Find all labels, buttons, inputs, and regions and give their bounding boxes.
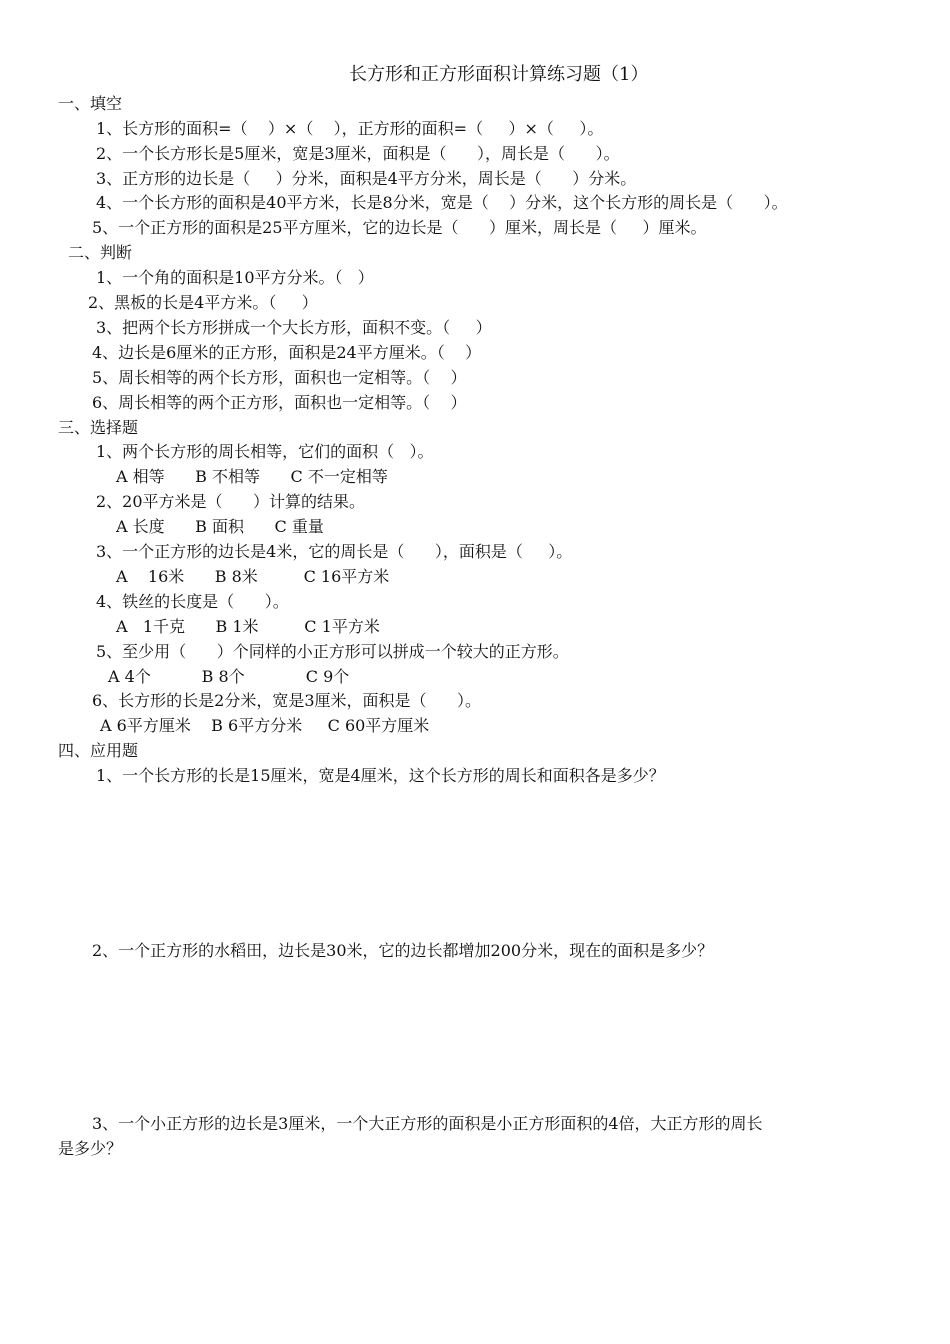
question-3-2-options: A 长度 B 面积 C 重量 — [116, 517, 324, 536]
question-3-5-options: A 4个 B 8个 C 9个 — [108, 667, 350, 686]
question-2-1: 1、一个角的面积是10平方分米。（ ） — [96, 268, 374, 287]
question-3-1-options: A 相等 B 不相等 C 不一定相等 — [116, 467, 388, 486]
question-4-1: 1、一个长方形的长是15厘米，宽是4厘米，这个长方形的周长和面积各是多少？ — [96, 766, 665, 785]
question-2-3: 3、把两个长方形拼成一个大长方形，面积不变。（ ） — [96, 318, 492, 337]
question-1-5: 5、一个正方形的面积是25平方厘米，它的边长是（ ）厘米，周长是（ ）厘米。 — [92, 218, 707, 237]
question-1-2: 2、一个长方形长是5厘米，宽是3厘米，面积是（ ），周长是（ ）。 — [96, 144, 620, 163]
question-3-3: 3、一个正方形的边长是4米，它的周长是（ ），面积是（ ）。 — [96, 542, 573, 561]
page-title: 长方形和正方形面积计算练习题（1） — [349, 64, 649, 85]
question-3-1: 1、两个长方形的周长相等，它们的面积（ ）。 — [96, 442, 434, 461]
question-4-3-line2: 是多少？ — [58, 1139, 123, 1158]
question-3-4: 4、铁丝的长度是（ ）。 — [96, 592, 289, 611]
question-1-1: 1、长方形的面积=（ ）×（ ），正方形的面积=（ ）×（ ）。 — [96, 119, 604, 138]
question-3-6: 6、长方形的长是2分米，宽是3厘米，面积是（ ）。 — [92, 691, 482, 710]
question-3-3-options: A 16米 B 8米 C 16平方米 — [116, 567, 390, 586]
question-2-6: 6、周长相等的两个正方形，面积也一定相等。（ ） — [92, 393, 467, 412]
section-heading-word-problems: 四、应用题 — [58, 741, 139, 760]
question-3-6-options: A 6平方厘米 B 6平方分米 C 60平方厘米 — [100, 716, 430, 735]
question-1-4: 4、一个长方形的面积是40平方米，长是8分米，宽是（ ）分米，这个长方形的周长是（ ）。 — [96, 193, 788, 212]
question-4-3-line1: 3、一个小正方形的边长是3厘米，一个大正方形的面积是小正方形面积的4倍，大正方形的周长 — [92, 1114, 763, 1133]
section-heading-fill-in: 一、填空 — [58, 94, 123, 113]
question-1-3: 3、正方形的边长是（ ）分米，面积是4平方分米，周长是（ ）分米。 — [96, 169, 637, 188]
section-heading-true-false: 二、判断 — [68, 243, 133, 262]
question-3-5: 5、至少用（ ）个同样的小正方形可以拼成一个较大的正方形。 — [96, 642, 569, 661]
question-2-2: 2、黑板的长是4平方米。（ ） — [88, 293, 318, 312]
question-2-5: 5、周长相等的两个长方形，面积也一定相等。（ ） — [92, 368, 467, 387]
question-3-4-options: A 1千克 B 1米 C 1平方米 — [116, 617, 380, 636]
question-4-2: 2、一个正方形的水稻田，边长是30米，它的边长都增加200分米，现在的面积是多少？ — [92, 941, 714, 960]
question-2-4: 4、边长是6厘米的正方形，面积是24平方厘米。（ ） — [92, 343, 482, 362]
question-3-2: 2、20平方米是（ ）计算的结果。 — [96, 492, 366, 511]
section-heading-multiple-choice: 三、选择题 — [58, 418, 139, 437]
